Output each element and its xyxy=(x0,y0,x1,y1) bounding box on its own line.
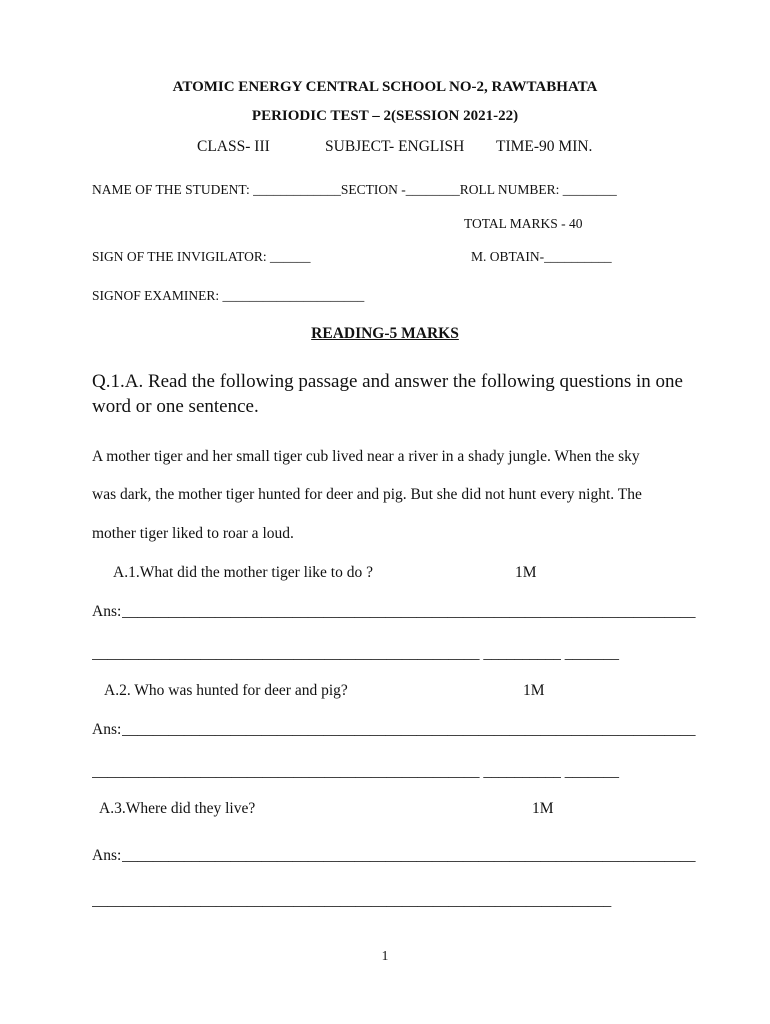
answer-a2-line[interactable]: __________________________________________________________________________ xyxy=(122,721,696,738)
marks-obtained: M. OBTAIN-__________ xyxy=(471,249,612,264)
examiner-sign: SIGNOF EXAMINER: _____________________ xyxy=(92,288,365,303)
answer-a3-line-2[interactable]: ___________________________________________________________________ xyxy=(92,892,612,909)
answer-a3-label: Ans: xyxy=(92,847,122,864)
answer-a2-line-2[interactable]: __________________________________________________ __________ _______ xyxy=(92,763,619,780)
answer-a2-label: Ans: xyxy=(92,721,122,738)
student-info-line: NAME OF THE STUDENT: _____________SECTION -________ROLL NUMBER: ________ xyxy=(92,182,617,197)
subject-label: SUBJECT- ENGLISH xyxy=(325,138,465,155)
answer-a1-label: Ans: xyxy=(92,603,122,620)
question-a1-text: A.1.What did the mother tiger like to do ? xyxy=(113,564,373,581)
section-title: READING-5 MARKS xyxy=(311,325,459,342)
passage-line-1: A mother tiger and her small tiger cub lived near a river in a shady jungle. When the sky xyxy=(92,448,640,465)
total-marks: TOTAL MARKS - 40 xyxy=(464,216,583,231)
question-a1-marks: 1M xyxy=(515,564,537,581)
question-a3-marks: 1M xyxy=(532,800,554,817)
page-number: 1 xyxy=(381,948,389,963)
question-title-line-1: Q.1.A. Read the following passage and answer the following questions in one xyxy=(92,371,683,392)
question-title-line-2: word or one sentence. xyxy=(92,396,259,417)
test-title: PERIODIC TEST – 2(SESSION 2021-22) xyxy=(251,108,519,124)
answer-a1-line-2[interactable]: __________________________________________________ __________ _______ xyxy=(92,645,619,662)
passage-line-3: mother tiger liked to roar a loud. xyxy=(92,525,294,542)
answer-a3-line[interactable]: __________________________________________________________________________ xyxy=(122,847,696,864)
invigilator-sign: SIGN OF THE INVIGILATOR: ______ xyxy=(92,249,311,264)
question-a2-marks: 1M xyxy=(523,682,545,699)
class-label: CLASS- III xyxy=(197,138,270,155)
question-a3-text: A.3.Where did they live? xyxy=(99,800,256,817)
passage-line-2: was dark, the mother tiger hunted for deer and pig. But she did not hunt every night. The xyxy=(92,486,642,503)
question-a2-text: A.2. Who was hunted for deer and pig? xyxy=(104,682,348,699)
school-name: ATOMIC ENERGY CENTRAL SCHOOL NO-2, RAWTABHATA xyxy=(172,79,598,95)
time-label: TIME-90 MIN. xyxy=(496,138,593,155)
answer-a1-line[interactable]: __________________________________________________________________________ xyxy=(122,603,696,620)
